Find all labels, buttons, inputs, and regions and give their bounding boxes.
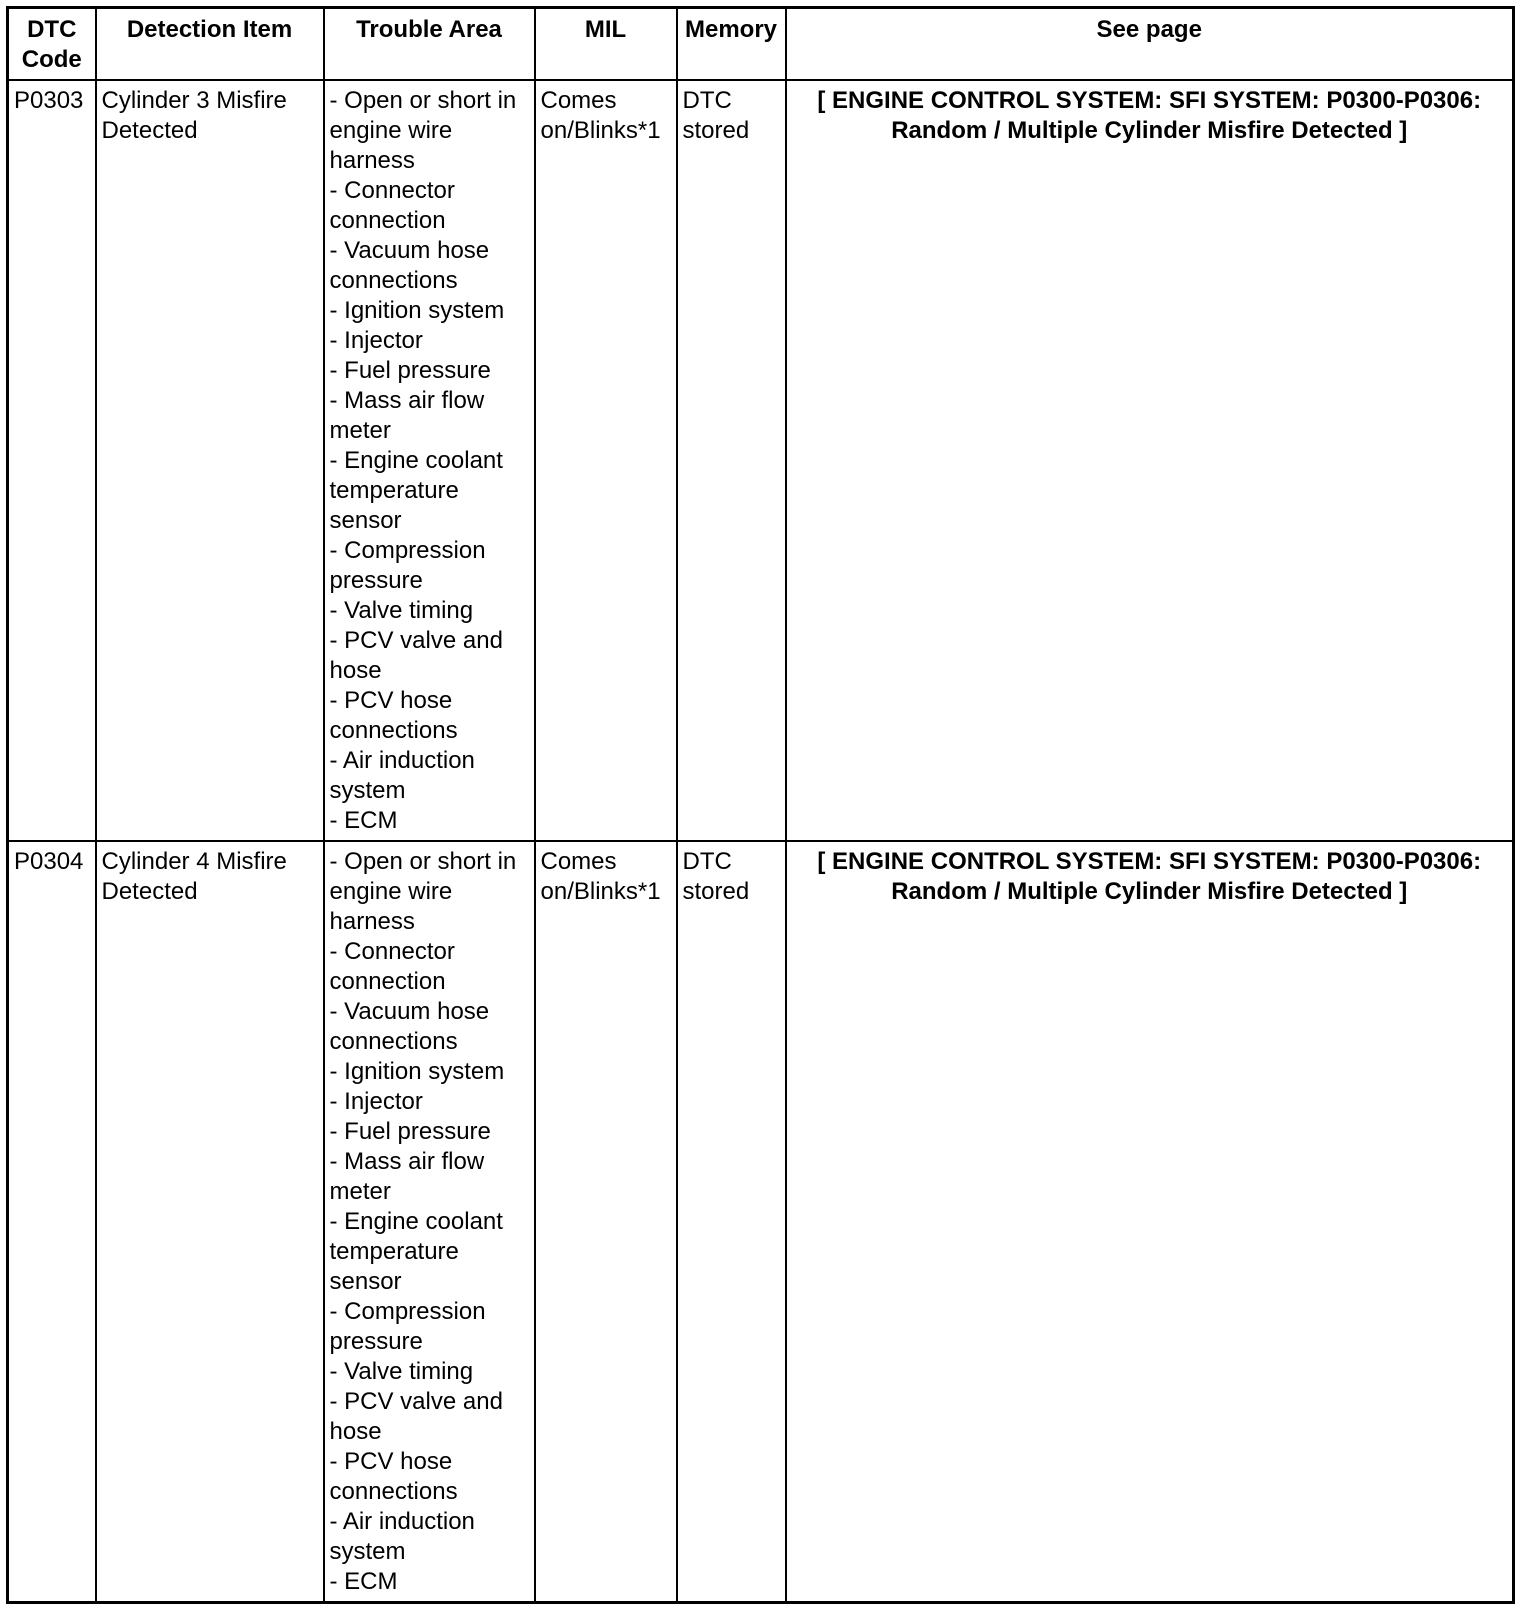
table-row [8, 841, 1514, 1603]
trouble-area-item: - Injector [329, 327, 423, 354]
trouble-area-item: - Ignition system [329, 297, 505, 324]
header-dtc-code: DTC Code [8, 8, 96, 81]
trouble-area-cell [324, 841, 535, 1603]
trouble-area-list [330, 86, 529, 836]
table-row [8, 80, 1514, 841]
header-row [8, 8, 1514, 81]
trouble-area-item: - Fuel pressure [329, 1118, 491, 1145]
trouble-area-item: - Valve timing [329, 597, 474, 624]
trouble-area-item: - PCV valve and hose [329, 627, 503, 684]
trouble-area-list [330, 847, 529, 1597]
header-see-page: See page [786, 8, 1514, 81]
see-page-link[interactable]: [ ENGINE CONTROL SYSTEM: SFI SYSTEM: P0300-P0306: Random / Multiple Cylinder Misfire Detected ] [786, 80, 1514, 841]
trouble-area-item: - Vacuum hose connections [329, 237, 490, 294]
header-memory: Memory [677, 8, 786, 81]
trouble-area-item: - Fuel pressure [329, 357, 491, 384]
dtc-code-cell: P0304 [8, 841, 96, 1603]
memory-cell: DTC stored [677, 841, 786, 1603]
trouble-area-item: - ECM [329, 807, 398, 834]
trouble-area-item: - Compression pressure [329, 537, 486, 594]
mil-cell: Comes on/Blinks*1 [535, 80, 677, 841]
trouble-area-item: - Engine coolant temperature sensor [329, 447, 503, 534]
trouble-area-item: - Air induction system [329, 1508, 475, 1565]
trouble-area-item: - Air induction system [329, 747, 475, 804]
trouble-area-item: - PCV hose connections [329, 1448, 458, 1505]
trouble-area-item: - Mass air flow meter [329, 1148, 485, 1205]
trouble-area-item: - PCV hose connections [329, 687, 458, 744]
header-detection-item: Detection Item [96, 8, 324, 81]
see-page-link[interactable]: [ ENGINE CONTROL SYSTEM: SFI SYSTEM: P0300-P0306: Random / Multiple Cylinder Misfire Detected ] [786, 841, 1514, 1603]
trouble-area-item: - Injector [329, 1088, 423, 1115]
header-trouble-area: Trouble Area [324, 8, 535, 81]
trouble-area-item: - Open or short in engine wire harness [329, 87, 517, 174]
trouble-area-item: - Ignition system [329, 1058, 505, 1085]
trouble-area-item: - Mass air flow meter [329, 387, 485, 444]
detection-item-cell: Cylinder 4 Misfire Detected [96, 841, 324, 1603]
trouble-area-item: - ECM [329, 1568, 398, 1595]
trouble-area-cell [324, 80, 535, 841]
memory-cell: DTC stored [677, 80, 786, 841]
trouble-area-item: - Connector connection [329, 177, 455, 234]
trouble-area-item: - PCV valve and hose [329, 1388, 503, 1445]
detection-item-cell: Cylinder 3 Misfire Detected [96, 80, 324, 841]
dtc-code-cell: P0303 [8, 80, 96, 841]
trouble-area-item: - Vacuum hose connections [329, 998, 490, 1055]
trouble-area-item: - Engine coolant temperature sensor [329, 1208, 503, 1295]
dtc-table [6, 6, 1515, 1604]
header-mil: MIL [535, 8, 677, 81]
trouble-area-item: - Connector connection [329, 938, 455, 995]
trouble-area-item: - Open or short in engine wire harness [329, 848, 517, 935]
trouble-area-item: - Valve timing [329, 1358, 474, 1385]
trouble-area-item: - Compression pressure [329, 1298, 486, 1355]
mil-cell: Comes on/Blinks*1 [535, 841, 677, 1603]
